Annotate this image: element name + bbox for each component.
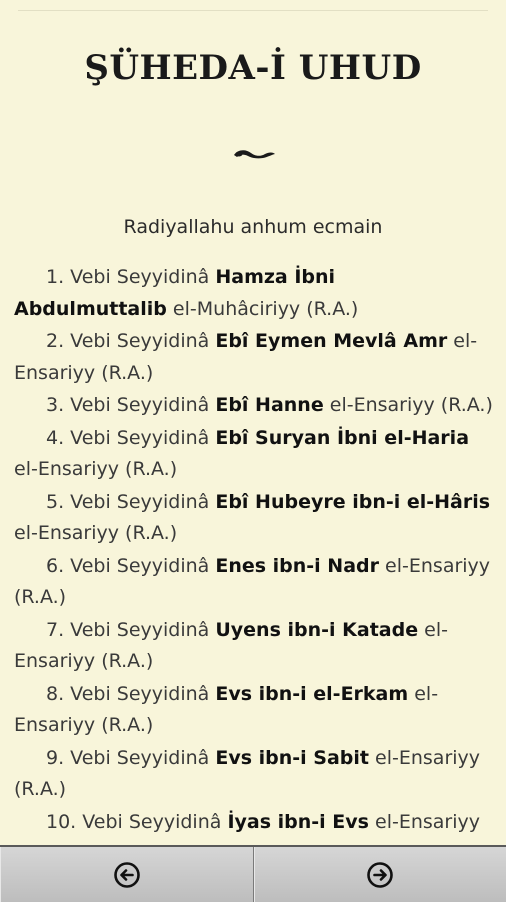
entry-suffix: el-Muhâciriyy (R.A.) [167, 298, 358, 320]
entry-suffix: el-Ensariyy (R.A.) [14, 555, 490, 609]
page-title: ŞÜHEDA-İ UHUD [0, 48, 506, 88]
entry-name: İyas ibn-i Evs [227, 811, 369, 833]
entry-suffix: el-Ensariyy (R.A.) [324, 394, 493, 416]
entry-prefix: 9. Vebi Seyyidinâ [46, 747, 215, 769]
entry-prefix: 5. Vebi Seyyidinâ [46, 491, 215, 513]
entry-prefix: 4. Vebi Seyyidinâ [46, 427, 215, 449]
martyr-list-item [14, 743, 494, 806]
entry-name: Evs ibn-i el-Erkam [215, 683, 408, 705]
martyr-list-item [14, 423, 494, 486]
entry-suffix: el-Ensariyy (R.A.) [14, 619, 448, 673]
top-divider [18, 10, 488, 11]
entry-prefix: 7. Vebi Seyyidinâ [46, 619, 215, 641]
arrow-right-circle-icon [366, 861, 394, 889]
entry-name: Ebî Hanne [215, 394, 323, 416]
entry-suffix: el-Ensariyy [14, 811, 480, 865]
bottom-navigation-bar [0, 845, 506, 902]
entry-suffix: el-Ensariyy (R.A.) [14, 458, 177, 480]
entry-suffix: el-Ensariyy (R.A.) [14, 522, 177, 544]
entry-name: Hamza İbni Abdulmuttalib [14, 266, 335, 320]
entry-name: Enes ibn-i Nadr [215, 555, 379, 577]
entry-name: Evs ibn-i Sabit [215, 747, 369, 769]
martyr-list-item [14, 615, 494, 678]
martyr-list-item [14, 326, 494, 389]
martyr-list-item [14, 679, 494, 742]
entry-name: Ebî Eymen Mevlâ Amr [215, 330, 447, 352]
entry-suffix: el-Ensariyy (R.A.) [14, 683, 438, 737]
entry-prefix: 6. Vebi Seyyidinâ [46, 555, 215, 577]
calligraphy-ornament-icon [232, 146, 276, 166]
entry-prefix: 2. Vebi Seyyidinâ [46, 330, 215, 352]
martyr-list-item [14, 390, 494, 422]
entry-name: Ebî Hubeyre ibn-i el-Hâris [215, 491, 490, 513]
previous-page-button[interactable] [0, 847, 254, 902]
next-page-button[interactable] [254, 847, 506, 902]
martyr-list [14, 262, 494, 871]
entry-prefix: 10. Vebi Seyyidinâ [46, 811, 227, 833]
martyr-list-item [14, 487, 494, 550]
entry-name: Uyens ibn-i Katade [215, 619, 418, 641]
entry-suffix: el-Ensariyy (R.A.) [14, 330, 477, 384]
martyr-list-item [14, 262, 494, 325]
page-subtitle: Radiyallahu anhum ecmain [0, 216, 506, 238]
entry-name: Ebî Suryan İbni el-Haria [215, 427, 469, 449]
entry-prefix: 1. Vebi Seyyidinâ [46, 266, 215, 288]
entry-suffix: el-Ensariyy (R.A.) [14, 747, 480, 801]
arrow-left-circle-icon [113, 861, 141, 889]
entry-prefix: 8. Vebi Seyyidinâ [46, 683, 215, 705]
entry-prefix: 3. Vebi Seyyidinâ [46, 394, 215, 416]
martyr-list-item [14, 551, 494, 614]
